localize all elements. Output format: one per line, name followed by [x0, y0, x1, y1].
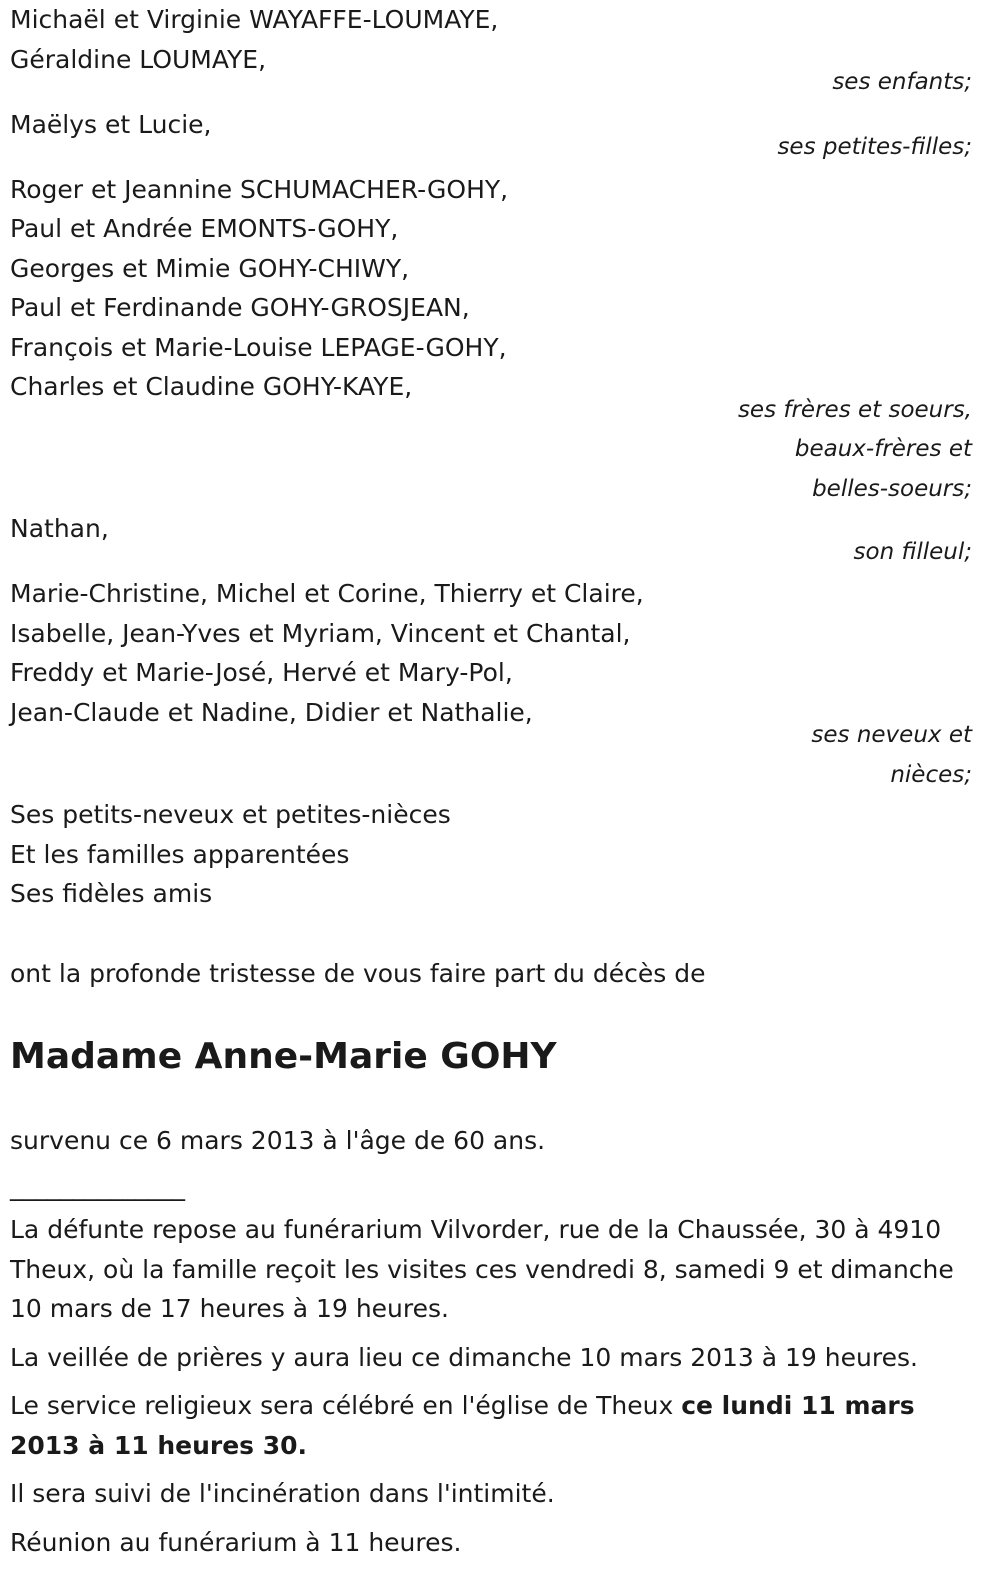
deceased-name: Madame Anne-Marie GOHY — [10, 1036, 557, 1077]
relation-label: nièces; — [890, 761, 972, 788]
granddaughters-group — [10, 105, 972, 168]
relation-label: belles-soeurs; — [812, 475, 972, 502]
family-line: Et les familles apparentées — [10, 839, 350, 869]
family-line: Nathan, — [10, 514, 109, 543]
repose-paragraph: La défunte repose au funérarium Vilvorder, rue de la Chaussée, 30 à 4910 Theux, où la famille reçoit les visites ces vendredi 8, samedi 9 et dimanche 10 mars de 17 heures à 19 heures. — [10, 1215, 954, 1323]
funeral-details — [10, 1210, 972, 1562]
family-line: Freddy et Marie-José, Hervé et Mary-Pol, — [10, 658, 513, 687]
family-line: Maëlys et Lucie, — [10, 109, 212, 139]
family-line: Charles et Claudine GOHY-KAYE, — [10, 372, 413, 401]
others-group — [10, 795, 972, 914]
relation-label: beaux-frères et — [794, 436, 972, 462]
family-line: Ses petits-neveux et petites-nièces — [10, 800, 451, 829]
family-line: Paul et Andrée EMONTS-GOHY, — [10, 214, 399, 243]
announcement-text: ont la profonde tristesse de vous faire part du décès de — [10, 958, 706, 988]
relation-label: son filleul; — [853, 538, 972, 565]
relation-label: ses neveux et — [811, 722, 972, 748]
service-date: ce lundi 11 mars 2013 à 11 heures 30. — [10, 1391, 915, 1460]
nephews-group — [10, 574, 972, 795]
godson-group — [10, 509, 972, 572]
service-paragraph — [10, 1386, 972, 1465]
relation-label: ses enfants; — [832, 69, 972, 95]
relation-label: ses frères et soeurs, — [737, 396, 972, 423]
family-line: Géraldine LOUMAYE, — [10, 44, 267, 74]
service-text: Le service religieux sera célébré en l'église de Theux — [10, 1391, 682, 1420]
vigil-paragraph: La veillée de prières y aura lieu ce dimanche 10 mars 2013 à 19 heures. — [10, 1342, 918, 1372]
family-line: Jean-Claude et Nadine, Didier et Nathalie, — [10, 697, 533, 727]
cremation-paragraph: Il sera suivi de l'incinération dans l'intimité. — [10, 1479, 555, 1508]
separator-line: ______________ — [10, 1171, 185, 1201]
family-line: François et Marie-Louise LEPAGE-GOHY, — [10, 332, 507, 362]
family-line: Georges et Mimie GOHY-CHIWY, — [10, 253, 410, 283]
relation-label: ses petites-filles; — [777, 134, 972, 160]
family-line: Marie-Christine, Michel et Corine, Thierry et Claire, — [10, 579, 644, 608]
family-line: Paul et Ferdinande GOHY-GROSJEAN, — [10, 293, 470, 322]
children-group — [10, 0, 972, 103]
death-info: survenu ce 6 mars 2013 à l'âge de 60 ans. — [10, 1126, 546, 1155]
siblings-group — [10, 170, 972, 510]
family-line: Isabelle, Jean-Yves et Myriam, Vincent et Chantal, — [10, 618, 631, 648]
meeting-paragraph: Réunion au funérarium à 11 heures. — [10, 1527, 462, 1557]
family-line: Michaël et Virginie WAYAFFE-LOUMAYE, — [10, 5, 499, 34]
family-line: Roger et Jeannine SCHUMACHER-GOHY, — [10, 174, 509, 204]
family-line: Ses fidèles amis — [10, 879, 213, 908]
